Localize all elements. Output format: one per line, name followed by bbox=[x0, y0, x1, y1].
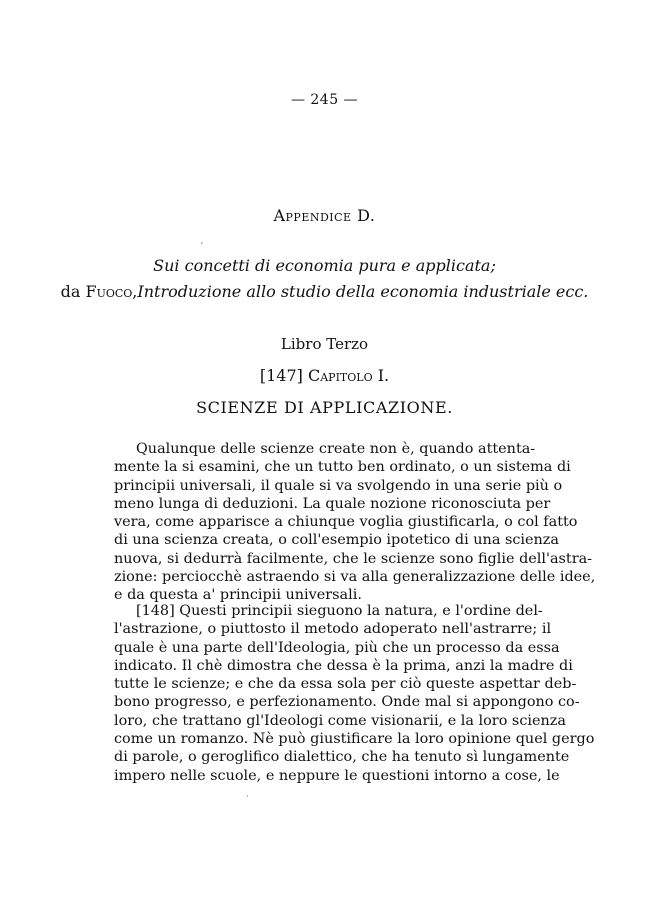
chapter-title bbox=[0, 366, 649, 385]
page-number: — 245 — bbox=[290, 92, 359, 108]
text-line: principii universali, il quale si va svolgendo in una serie più o bbox=[114, 477, 563, 494]
text-line: zione: perciocchè astraendo si va alla generalizzazione delle idee, bbox=[114, 569, 596, 586]
section-title: SCIENZE DI APPLICAZIONE. bbox=[196, 398, 453, 417]
text-line: indicato. Il chè dimostra che dessa è la prima, anzi la madre di bbox=[114, 657, 573, 674]
text-line: di parole, o geroglifico dialettico, che ha tenuto sì lungamente bbox=[114, 749, 570, 766]
text-line: di una scienza creata, o coll'esempio ipotetico di una scienza bbox=[114, 532, 559, 549]
subtitle: Sui concetti di economia pura e applicata; bbox=[153, 256, 496, 275]
chapter-number: [147] bbox=[259, 366, 303, 385]
text-line: tutte le scienze; e che da essa sola per ciò queste aspettar deb- bbox=[114, 676, 577, 693]
text-line: meno lunga di deduzioni. La quale nozione riconosciuta per bbox=[114, 495, 551, 512]
text-line: come un romanzo. Nè può giustificare la loro opinione quel gergo bbox=[114, 731, 595, 748]
text-line: impero nelle scuole, e neppure le questioni intorno a cose, le bbox=[114, 767, 560, 784]
stray-mark: · bbox=[246, 792, 249, 802]
book-title: Libro Terzo bbox=[280, 335, 369, 353]
chapter-label: Capitolo I. bbox=[308, 366, 390, 385]
text-line: vera, come apparisce a chiunque voglia giustificarla, o col fatto bbox=[114, 514, 578, 531]
text-line: quale è una parte dell'Ideologia, più che un processo da essa bbox=[114, 639, 560, 656]
source-citation bbox=[0, 282, 649, 301]
text-line: [148] Questi principii sieguono la natura, e l'ordine del- bbox=[136, 603, 543, 619]
text-line: bono progresso, e perfezionamento. Onde mal si appongono co- bbox=[114, 694, 580, 711]
text-line: mente la si esamini, che un tutto ben ordinato, o un sistema di bbox=[114, 459, 571, 476]
text-line: e da questa a' principii universali. bbox=[114, 587, 362, 604]
source-prefix: da bbox=[60, 282, 86, 301]
text-line: l'astrazione, o piuttosto il metodo adoperato nell'astrarre; il bbox=[114, 621, 552, 638]
stray-mark: ʼ bbox=[200, 242, 203, 252]
source-author: Fuoco, bbox=[85, 282, 138, 301]
paragraph-1 bbox=[114, 440, 596, 605]
text-line: Qualunque delle scienze create non è, quando attenta- bbox=[136, 441, 536, 457]
text-line: loro, che trattano gl'Ideologi come visionarii, e la loro scienza bbox=[114, 712, 566, 729]
text-line: nuova, si dedurrà facilmente, che le scienze sono figlie dell'astra- bbox=[114, 550, 593, 567]
appendix-title: Appendice D. bbox=[273, 206, 376, 225]
source-work: Introduzione allo studio della economia industriale ecc. bbox=[137, 282, 589, 301]
paragraph-2 bbox=[114, 602, 595, 785]
